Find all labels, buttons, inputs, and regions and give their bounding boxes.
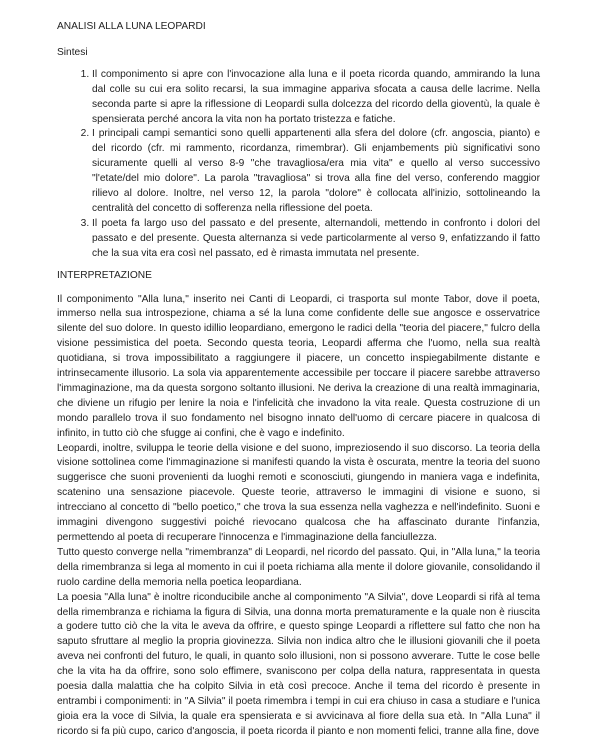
paragraph: Tutto questo converge nella "rimembranza" di Leopardi, nel ricordo del passato. Qui, in "Alla luna," la teoria della rimembranza si lega al momento in cui il poeta richiama alla mente il dolore giovanile, consolidando il ruolo cardine della memoria nella poetica leopardiana. (57, 546, 540, 588)
list-item: 3. Il poeta fa largo uso del passato e del presente, alternandoli, mettendo in confronto i dolori del passato e del presente. Questa alternanza si vede particolarmente al verso 9, enfatizzando il fatto che la sua vita era così nel passato, ed è rimasta immutata nel presente. (92, 217, 540, 262)
paragraph: La poesia "Alla luna" è inoltre riconducibile anche al componimento "A Silvia", dove Leopardi si rifà al tema della rimembranza e richiama la figura di Silvia, una donna morta prematuramente e la quale non è riuscita a godere tutto ciò che la vita le aveva da offrire, e questo spinge Leopardi a riflettere sul fatto che non ha saputo sfruttare al meglio la propria giovinezza. Silvia non indica altro che le illusioni giovanili che il poeta aveva nei confronti del futuro, le quali, in quanto solo illusioni, non si possono avverare. Tutte le cose belle che la vita ha da offrire, sono solo effimere, svaniscono per colpa della natura, rappresentata in questa poesia dalla malattia che ha colpito Silvia in età così precoce. Anche il tema del ricordo è presente in entrambi i componimenti: in "A Silvia" il poeta rimembra i tempi in cui era chiuso in casa a studiare e l'unica gioia era la voce di Silvia, la quale era spensierata e si avvicinava al fiore della sua età. In "Alla Luna" il ricordo si fa più cupo, carico d'angoscia, il poeta ricorda il pianto e non momenti felici, tranne alla fine, dove (57, 591, 540, 737)
document-title: ANALISI ALLA LUNA LEOPARDI (57, 21, 206, 32)
document-page (57, 20, 540, 740)
interpretation-heading: INTERPRETAZIONE (57, 269, 152, 281)
paragraph: Il componimento "Alla luna," inserito nei Canti di Leopardi, ci trasporta sul monte Tabor, dove il poeta, immerso nella sua introspezione, chiama a sé la luna come confidente delle sue angosce e osservatrice silente del suo dolore. In questo idillio leopardiano, emergono le radici della "teoria del piacere," fulcro della visione pessimistica del poeta. Secondo questa teoria, Leopardi afferma che l'uomo, nella sua realtà quotidiana, si trova impossibilitato a raggiungere il piacere, un concetto inspiegabilmente distante e intrinsecamente illusorio. La sola via apparentemente accessibile per toccare il piacere sarebbe attraverso l'immaginazione, ma da questa sorgono soltanto illusioni. Ne deriva la creazione di una realtà immaginaria, che diviene un rifugio per lenire la noia e l'infelicità che invadono la vita reale. Questa costruzione di un mondo parallelo trova il suo fondamento nel bisogno innato dell'uomo di cercare piacere in qualcosa di infinito, in tutto ciò che sfugge ai confini, che è vago e indefinito. (57, 293, 540, 439)
summary-list (57, 68, 540, 262)
paragraph: Leopardi, inoltre, sviluppa le teorie della visione e del suono, impreziosendo il suo discorso. La teoria della visione sottolinea come l'immaginazione si manifesti quando la vista è oscurata, mentre la teoria del suono suggerisce che suoni provenienti da luoghi remoti e sconosciuti, giungendo in maniera vaga e indefinita, scatenino una sensazione piacevole. Queste teorie, attraverso le immagini di visione e suono, si intrecciano al concetto di "bello poetico," che trova la sua essenza nella vaghezza e nell'indefinito. Suoni e immagini divengono suggestivi poiché rievocano qualcosa che ha affascinato durante l'infanzia, permettendo al poeta di recuperare l'innocenza e l'immaginazione della fanciullezza. (57, 442, 540, 543)
list-item: 2. I principali campi semantici sono quelli appartenenti alla sfera del dolore (cfr. angoscia, pianto) e del ricordo (cfr. mi rammento, ricordanza, rimembrar). Gli enjambements più significativi sono sicuramente quelli al verso 8-9 "che travagliosa/era mia vita" e quello al verso successivo "l'etate/del mio dolore". La parola "travagliosa" si trova alla fine del verso, conferendo maggior rilievo al dolore. Inoltre, nel verso 12, la parola "dolore" è collocata all'inizio, sottolineando la centralità del concetto di sofferenza nella riflessione del poeta. (92, 127, 540, 216)
section-subtitle: Sintesi (57, 46, 88, 58)
list-item: 1. Il componimento si apre con l'invocazione alla luna e il poeta ricorda quando, ammirando la luna dal colle su cui era solito recarsi, la sua immagine appariva sfocata a causa delle lacrime. Nella seconda parte si apre la riflessione di Leopardi sulla dolcezza del ricordo della gioventù, la quale è spensierata perché ancora la vita non ha portato tristezza e fatiche. (92, 68, 540, 128)
